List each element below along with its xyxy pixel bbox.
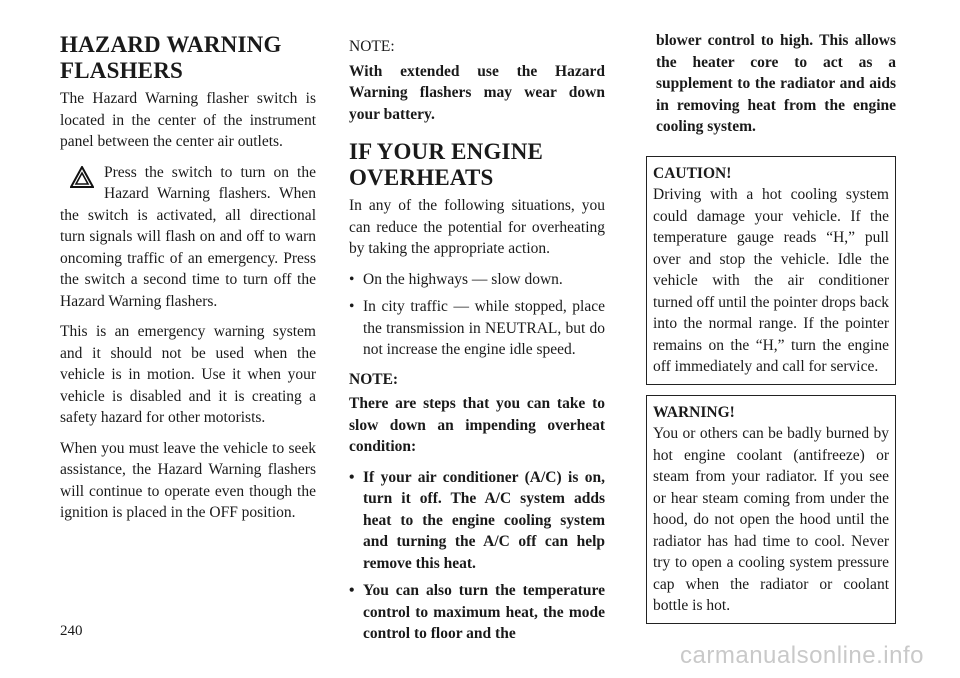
note2-intro: There are steps that you can take to slow down an impending overheat condition: <box>349 395 605 455</box>
caution-title: CAUTION! <box>653 164 732 182</box>
column-right <box>646 32 896 634</box>
column-left <box>60 32 316 533</box>
hazard-press-paragraph <box>60 162 316 313</box>
note1-label: NOTE: <box>349 38 395 55</box>
caution-box <box>646 156 896 385</box>
note2-label: NOTE: <box>349 370 399 388</box>
column-middle <box>349 32 605 653</box>
list-item: • If your air conditioner (A/C) is on, turn it off. The A/C system adds heat to the engine cooling system and turning the A/C off can help remove this heat. <box>349 467 605 575</box>
list-item: • On the highways — slow down. <box>349 269 605 291</box>
overheat-intro: In any of the following situations, you can reduce the potential for overheating by taking the appropriate action. <box>349 197 605 257</box>
note2-continued: blower control to high. This allows the heater core to act as a supplement to the radiator and aids in removing heat from the engine cooling system. <box>656 32 896 135</box>
hazard-intro: The Hazard Warning flasher switch is located in the center of the instrument panel between the center air outlets. <box>60 90 316 150</box>
warning-box <box>646 395 896 624</box>
watermark: carmanualsonline.info <box>680 642 924 669</box>
hazard-emergency-text: This is an emergency warning system and it should not be used when the vehicle is in motion. Use it when your vehicle is disabled and it is creating a safety hazard for other motorists. <box>60 323 316 426</box>
hazard-leave-text: When you must leave the vehicle to seek assistance, the Hazard Warning flashers will continue to operate even though the ignition is placed in the OFF position. <box>60 439 316 521</box>
hazard-press-text: Press the switch to turn on the Hazard Warning flashers. When the switch is activated, all directional turn signals will flash on and off to warn oncoming traffic of an emergency. Press the switch a second time to turn off the Hazard Warning flashers. <box>60 163 316 310</box>
warning-text: You or others can be badly burned by hot engine coolant (antifreeze) or steam from your radiator. If you see or hear steam coming from under the hood, do not open the hood until the radiator has had time to cool. Never try to open a cooling system pressure cap when the radiator or coolant bottle is hot. <box>653 425 889 614</box>
hazard-triangle-icon <box>70 166 94 188</box>
warning-title: WARNING! <box>653 403 735 421</box>
overheat-heading: IF YOUR ENGINE OVERHEATS <box>349 139 544 190</box>
page-number: 240 <box>60 623 83 639</box>
caution-text: Driving with a hot cooling system could damage your vehicle. If the temperature gauge reads “H,” pull over and stop the vehicle. Idle the vehicle with the air conditioner turned off until the pointer drops back into the normal range. If the pointer remains on the “H,” turn the engine off immediately and call for service. <box>653 186 889 375</box>
list-item: • You can also turn the temperature control to maximum heat, the mode control to floor and the <box>349 580 605 645</box>
overheat-list <box>349 269 605 361</box>
note2-list <box>349 467 605 645</box>
list-item: • In city traffic — while stopped, place the transmission in NEUTRAL, but do not increase the engine idle speed. <box>349 296 605 361</box>
note1-text: With extended use the Hazard Warning flashers may wear down your battery. <box>349 62 605 123</box>
hazard-heading: HAZARD WARNING FLASHERS <box>60 32 282 83</box>
